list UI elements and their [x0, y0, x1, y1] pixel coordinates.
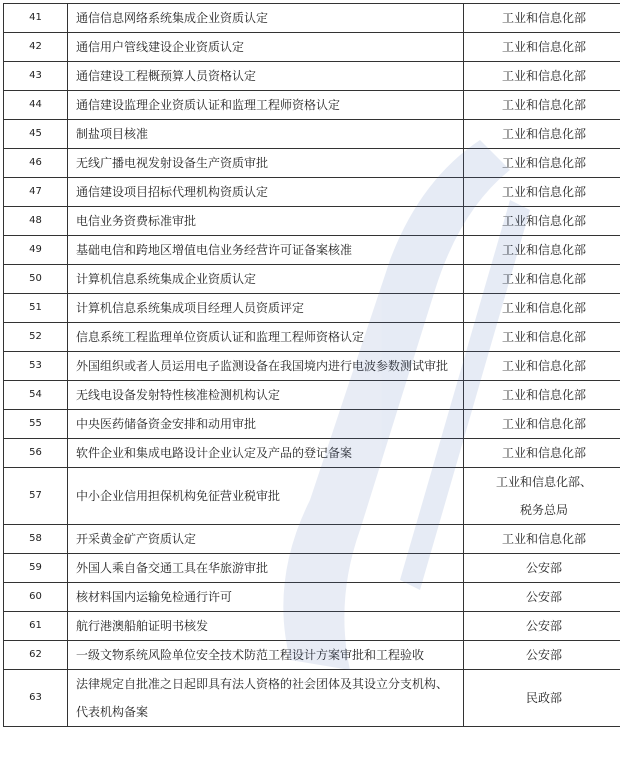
row-number: 51: [4, 294, 68, 323]
table-row: [4, 62, 620, 91]
item-name: 软件企业和集成电路设计企业认定及产品的登记备案: [68, 439, 464, 468]
row-number: 60: [4, 583, 68, 612]
table-row: [4, 207, 620, 236]
row-number: 53: [4, 352, 68, 381]
table-row: [4, 468, 620, 525]
table-row: [4, 641, 620, 670]
table-row: [4, 612, 620, 641]
table-row: [4, 439, 620, 468]
item-name: 无线电设备发射特性核准检测机构认定: [68, 381, 464, 410]
department: 工业和信息化部: [464, 294, 620, 323]
item-name: 中小企业信用担保机构免征营业税审批: [68, 468, 464, 525]
item-name: 计算机信息系统集成项目经理人员资质评定: [68, 294, 464, 323]
table-row: [4, 381, 620, 410]
table-row: [4, 294, 620, 323]
table-row: [4, 554, 620, 583]
row-number: 46: [4, 149, 68, 178]
table-row: [4, 352, 620, 381]
department: 工业和信息化部: [464, 62, 620, 91]
row-number: 52: [4, 323, 68, 352]
table-row: [4, 4, 620, 33]
department: 工业和信息化部: [464, 207, 620, 236]
department: 工业和信息化部: [464, 149, 620, 178]
item-name: 通信建设工程概预算人员资格认定: [68, 62, 464, 91]
table-row: [4, 236, 620, 265]
department: 工业和信息化部: [464, 410, 620, 439]
item-name: 通信用户管线建设企业资质认定: [68, 33, 464, 62]
table-row: [4, 265, 620, 294]
table-row: [4, 149, 620, 178]
item-name: 基础电信和跨地区增值电信业务经营许可证备案核准: [68, 236, 464, 265]
table-row: [4, 120, 620, 149]
table-row: [4, 410, 620, 439]
row-number: 63: [4, 670, 68, 727]
table-row: [4, 91, 620, 120]
department: 公安部: [464, 583, 620, 612]
approval-items-table: [3, 3, 620, 727]
department: 工业和信息化部: [464, 352, 620, 381]
department: 民政部: [464, 670, 620, 727]
department: 工业和信息化部: [464, 439, 620, 468]
department: 工业和信息化部: [464, 236, 620, 265]
table-body: [4, 4, 620, 727]
item-name: 航行港澳船舶证明书核发: [68, 612, 464, 641]
row-number: 44: [4, 91, 68, 120]
department: 工业和信息化部: [464, 91, 620, 120]
item-name: 一级文物系统风险单位安全技术防范工程设计方案审批和工程验收: [68, 641, 464, 670]
row-number: 57: [4, 468, 68, 525]
item-name: 通信建设项目招标代理机构资质认定: [68, 178, 464, 207]
table-row: [4, 178, 620, 207]
department: 工业和信息化部: [464, 33, 620, 62]
row-number: 43: [4, 62, 68, 91]
department: 工业和信息化部: [464, 381, 620, 410]
department: 公安部: [464, 554, 620, 583]
row-number: 62: [4, 641, 68, 670]
item-name: 外国组织或者人员运用电子监测设备在我国境内进行电波参数测试审批: [68, 352, 464, 381]
row-number: 41: [4, 4, 68, 33]
row-number: 50: [4, 265, 68, 294]
row-number: 42: [4, 33, 68, 62]
department: 工业和信息化部、税务总局: [464, 468, 620, 525]
department: 工业和信息化部: [464, 178, 620, 207]
department: 工业和信息化部: [464, 120, 620, 149]
item-name: 外国人乘自备交通工具在华旅游审批: [68, 554, 464, 583]
item-name: 无线广播电视发射设备生产资质审批: [68, 149, 464, 178]
department: 公安部: [464, 612, 620, 641]
row-number: 54: [4, 381, 68, 410]
row-number: 56: [4, 439, 68, 468]
item-name: 开采黄金矿产资质认定: [68, 525, 464, 554]
row-number: 49: [4, 236, 68, 265]
table-row: [4, 525, 620, 554]
row-number: 45: [4, 120, 68, 149]
table-row: [4, 33, 620, 62]
row-number: 48: [4, 207, 68, 236]
item-name: 信息系统工程监理单位资质认证和监理工程师资格认定: [68, 323, 464, 352]
item-name: 通信信息网络系统集成企业资质认定: [68, 4, 464, 33]
table-row: [4, 670, 620, 727]
department: 公安部: [464, 641, 620, 670]
table-row: [4, 323, 620, 352]
item-name: 中央医药储备资金安排和动用审批: [68, 410, 464, 439]
item-name: 法律规定自批准之日起即具有法人资格的社会团体及其设立分支机构、代表机构备案: [68, 670, 464, 727]
item-name: 制盐项目核准: [68, 120, 464, 149]
row-number: 58: [4, 525, 68, 554]
department: 工业和信息化部: [464, 265, 620, 294]
department: 工业和信息化部: [464, 323, 620, 352]
row-number: 47: [4, 178, 68, 207]
item-name: 通信建设监理企业资质认证和监理工程师资格认定: [68, 91, 464, 120]
department: 工业和信息化部: [464, 525, 620, 554]
row-number: 61: [4, 612, 68, 641]
item-name: 计算机信息系统集成企业资质认定: [68, 265, 464, 294]
item-name: 核材料国内运输免检通行许可: [68, 583, 464, 612]
department: 工业和信息化部: [464, 4, 620, 33]
item-name: 电信业务资费标准审批: [68, 207, 464, 236]
table-row: [4, 583, 620, 612]
row-number: 59: [4, 554, 68, 583]
row-number: 55: [4, 410, 68, 439]
